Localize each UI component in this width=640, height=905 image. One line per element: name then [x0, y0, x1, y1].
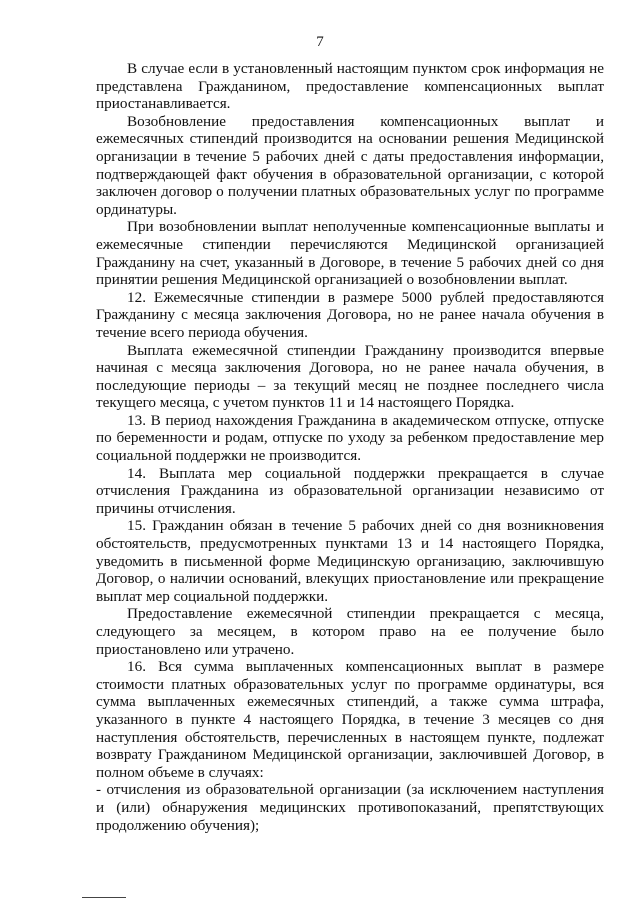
page-number: 7 [316, 34, 324, 50]
paragraph-item-13: 13. В период нахождения Гражданина в академическом отпуске, отпуске по беременности и родам, отпуске по уходу за ребенком предоставление мер социальной поддержки не производится. [96, 411, 604, 465]
paragraph-item-12: 12. Ежемесячные стипендии в размере 5000 рублей предоставляются Гражданину с месяца заключения Договора, но не ранее начала обучения в течение всего периода обучения. [96, 288, 604, 341]
paragraph-stipend-payment: Выплата ежемесячной стипендии Гражданину производится впервые начиная с месяца заключения Договора, но не ранее начала обучения, в последующие периоды – за текущий месяц не позднее последнего числа текущего месяца, с учетом пунктов 11 и 14 настоящего Порядка. [96, 341, 604, 412]
paragraph-item-14: 14. Выплата мер социальной поддержки прекращается в случае отчисления Гражданина из образовательной организации независимо от причины отчисления. [96, 464, 604, 517]
paragraph-dismissal-case: - отчисления из образовательной организации (за исключением наступления и (или) обнаружения медицинских противопоказаний, препятствующих продолжению обучения); [96, 781, 604, 834]
paragraph-item-16: 16. Вся сумма выплаченных компенсационных выплат в размере стоимости платных образовательных услуг по программе ординатуры, вся сумма выплаченных ежемесячных стипендий, а также сумма штрафа, указанного в пункте 4 настоящего Порядка, в течение 3 месяцев со дня наступления обстоятельств, перечисленных в настоящем пункте, подлежат возврату Гражданином Медицинской организации, заключившей Договор, в полном объеме в случаях: [96, 658, 604, 781]
paragraph-item-15: 15. Гражданин обязан в течение 5 рабочих дней со дня возникновения обстоятельств, предусмотренных пунктами 13 и 14 настоящего Порядка, уведомить в письменной форме Медицинскую организацию, заключившую Договор, о наличии оснований, влекущих приостановление или прекращение выплат мер социальной поддержки. [96, 517, 604, 605]
paragraph-resumption: Возобновление предоставления компенсационных выплат и ежемесячных стипендий производится на основании решения Медицинской организации в течение 5 рабочих дней с даты предоставления информации, подтверждающей факт обучения в образовательной организации, с которой заключен договор о получении платных образовательных услуг по программе ординатуры. [96, 112, 604, 218]
footer-rule [82, 897, 126, 898]
paragraph-resumed-payments: При возобновлении выплат неполученные компенсационные выплаты и ежемесячные стипендии перечисляются Медицинской организацией Гражданину на счет, указанный в Договоре, в течение 5 рабочих дней со дня принятии решения Медицинской организацией о возобновлении выплат. [96, 218, 604, 289]
paragraph-suspension-notice: В случае если в установленный настоящим пунктом срок информация не представлена Гражданином, предоставление компенсационных выплат приостанавливается. [96, 60, 604, 113]
document-body [96, 60, 604, 834]
paragraph-stipend-termination: Предоставление ежемесячной стипендии прекращается с месяца, следующего за месяцем, в котором право на ее получение было приостановлено или утрачено. [96, 605, 604, 658]
